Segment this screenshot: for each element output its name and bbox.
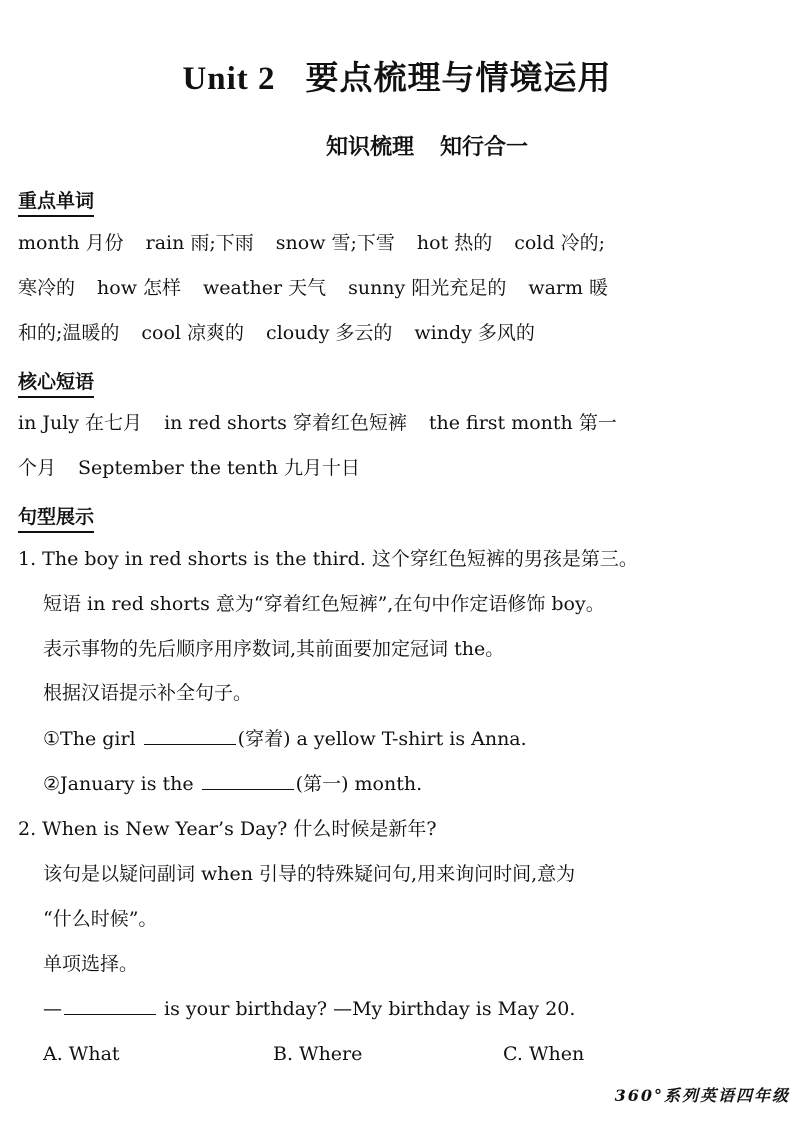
option-a[interactable]: A. What	[43, 1043, 120, 1065]
vocab-item: 和的;温暖的	[18, 322, 120, 344]
sentence-2-note-2: “什么时候”。	[43, 908, 158, 930]
vocab-line-2	[18, 275, 608, 301]
vocab-item: cold 冷的;	[514, 232, 606, 254]
vocab-item: 寒冷的	[18, 277, 76, 299]
vocab-line-3	[18, 320, 535, 346]
unit-label: Unit 2	[182, 61, 276, 97]
phrases-heading: 核心短语	[18, 367, 94, 398]
sentence-1-note-1: 短语 in red shorts 意为“穿着红色短裤”,在句中作定语修饰 boy。	[43, 593, 605, 615]
sentence-1-instruction: 根据汉语提示补全句子。	[43, 682, 253, 704]
vocab-item: rain 雨;下雨	[145, 232, 254, 254]
answer-blank-1[interactable]	[144, 726, 236, 745]
vocab-item: weather 天气	[203, 277, 327, 299]
phrase-item: the first month 第一	[428, 412, 617, 434]
vocab-item: how 怎样	[97, 277, 181, 299]
title-text: 要点梳理与情境运用	[305, 58, 612, 97]
sentence-1-note-2: 表示事物的先后顺序用序数词,其前面要加定冠词 the。	[43, 638, 505, 660]
phrase-item: 个月	[18, 457, 57, 479]
exercise-3	[43, 996, 575, 1022]
page-subtitle	[0, 130, 794, 161]
answer-blank-3[interactable]	[64, 996, 156, 1015]
vocab-item: windy 多风的	[414, 322, 535, 344]
vocab-item: snow 雪;下雪	[275, 232, 395, 254]
sentences-heading: 句型展示	[18, 502, 94, 533]
phrase-item: in red shorts 穿着红色短裤	[164, 412, 407, 434]
exercise-2	[43, 771, 422, 797]
phrases-line-2	[18, 455, 360, 481]
dash: —	[43, 998, 62, 1020]
phrases-line-1	[18, 410, 617, 436]
sentence-2-instruction: 单项选择。	[43, 953, 139, 975]
vocab-item: hot 热的	[416, 232, 493, 254]
vocab-item: month 月份	[18, 232, 124, 254]
exercise-3-after: is your birthday? —My birthday is May 20.	[164, 998, 576, 1020]
exercise-1-before: ①The girl	[43, 728, 136, 750]
phrase-item: September the tenth 九月十日	[78, 457, 361, 479]
exercise-1-after: (穿着) a yellow T-shirt is Anna.	[237, 728, 527, 750]
exercise-2-after: (第一) month.	[295, 773, 423, 795]
sentence-2-main: 2. When is New Year’s Day? 什么时候是新年?	[18, 818, 437, 840]
subtitle-part-b: 知行合一	[440, 135, 529, 160]
exercise-2-before: ②January is the	[43, 773, 194, 795]
sentence-1-main: 1. The boy in red shorts is the third. 这个穿红色短裤的男孩是第三。	[18, 548, 638, 570]
subtitle-part-a: 知识梳理	[325, 135, 414, 160]
answer-blank-2[interactable]	[202, 771, 294, 790]
option-b[interactable]: B. Where	[273, 1043, 363, 1065]
choice-options	[43, 1041, 584, 1067]
vocab-item: cloudy 多云的	[266, 322, 393, 344]
exercise-1	[43, 726, 527, 752]
option-c[interactable]: C. When	[503, 1043, 585, 1065]
phrase-item: in July 在七月	[18, 412, 143, 434]
vocab-item: sunny 阳光充足的	[348, 277, 507, 299]
vocab-item: warm 暖	[528, 277, 609, 299]
vocab-heading: 重点单词	[18, 186, 94, 217]
book-series-footer: 360°系列英语四年级	[614, 1086, 790, 1105]
sentence-2-note-1: 该句是以疑问副词 when 引导的特殊疑问句,用来询问时间,意为	[43, 863, 576, 885]
page-title	[0, 52, 794, 99]
vocab-line-1	[18, 230, 605, 256]
vocab-item: cool 凉爽的	[141, 322, 245, 344]
